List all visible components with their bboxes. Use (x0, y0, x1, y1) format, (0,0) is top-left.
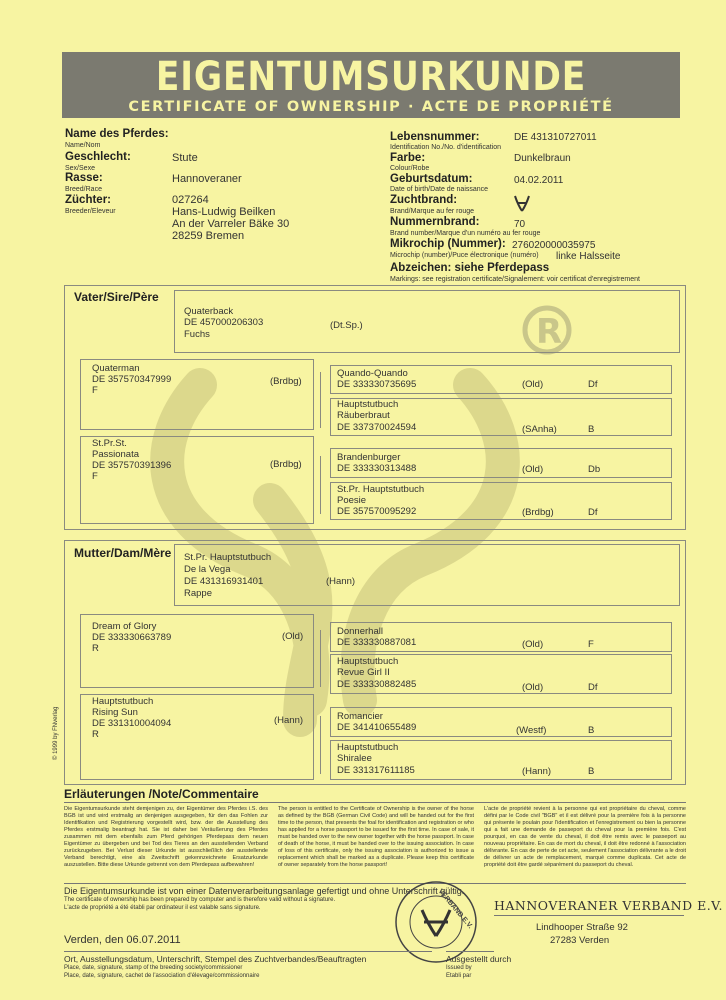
sex-label: Geschlecht: (65, 151, 131, 163)
divider (494, 915, 684, 916)
horse-name-sub: Name/Nom (65, 142, 101, 149)
issued-line (446, 951, 494, 952)
microchip-sub: Microchip (number)/Puce électronique (numéro) (390, 252, 539, 259)
ggs4-prefix: St.Pr. Hauptstutbuch (337, 484, 425, 495)
ggs2-breed: (SAnha) (522, 424, 557, 435)
ggs1-name: Quando-Quando (337, 368, 408, 379)
markings-sub: Markings: see registration certificate/Signalement: voir certificat d'enregistrement (390, 276, 640, 283)
brand-label: Zuchtbrand: (390, 194, 458, 206)
breeder-street: An der Varreler Bäke 30 (172, 218, 290, 230)
gs2-name: Passionata (92, 449, 140, 460)
brand-mark-icon (512, 193, 532, 213)
life-number-sub: Identification No./No. d'identification (390, 144, 502, 151)
ggs2-prefix: Hauptstutbuch (337, 399, 399, 410)
seal-text: VERBAND E.V. (436, 888, 474, 931)
sire-name: Quaterback (184, 306, 234, 317)
breeder-id: 027264 (172, 194, 209, 206)
markings-label: Abzeichen: siehe Pferdepass (390, 262, 550, 274)
ggd3-color: B (588, 725, 595, 736)
gd1-name: Dream of Glory (92, 621, 157, 632)
document-subtitle: CERTIFICATE OF OWNERSHIP · ACTE DE PROPRIÉTÉ (128, 99, 614, 115)
gs1-name: Quaterman (92, 363, 140, 374)
gd1-id: DE 333330663789 (92, 632, 172, 643)
association-city: 27283 Verden (550, 935, 610, 946)
gd2-prefix: Hauptstutbuch (92, 696, 154, 707)
ggs4-breed: (Brdbg) (522, 507, 554, 518)
sire-breed: (Dt.Sp.) (330, 320, 363, 331)
notes-german: Die Eigentumsurkunde steht demjenigen zu, der Eigentümer des Pferdes i.S. des BGB ist und wird erstmalig an denjenigen ausgegeben, für den das Fohlen zur Identifikation und Registrierung vorgestellt wird, bzw. der die Ausstellung des Pferdes erstmalig beantragt hat. Sie ist daher bei Veräußerung des Pferdes zusammen mit dem ebenfalls zum Pferd gehörigen Pferdepass dem neuen Eigentümer zu übergeben und bei Tod des Tieres an den ausstellenden Verband zurückzugeben. Bei Verlust dieser Urkunde ist ausschließlich der ausstellende Verband berechtigt, eine als Zweitschrift gekennzeichnete Ersatzurkunde auszustellen. Bitte diese Urkunde getrennt von dem Pferdepass aufbewahren! (64, 806, 268, 868)
breeder-city: 28259 Bremen (172, 230, 245, 242)
place-date: Verden, den 06.07.2011 (64, 934, 181, 946)
gs2-prefix: St.Pr.St. (92, 438, 127, 449)
dam-color: Rappe (184, 588, 212, 599)
signature-caption-de: Ort, Ausstellungsdatum, Unterschrift, Stempel des Zuchtverbandes/Beauftragten (64, 954, 367, 964)
signature-line (64, 951, 432, 952)
gs1-breed: (Brdbg) (270, 376, 302, 387)
gs2-color: F (92, 471, 98, 482)
ggd4-name: Shiralee (337, 753, 372, 764)
signature-caption-en: Place, date, signature, stamp of the breeding society/commissioner (64, 965, 243, 971)
ggd3-id: DE 341410655489 (337, 722, 417, 733)
ggd3-name: Romancier (337, 711, 383, 722)
breed-sub: Breed/Race (65, 186, 102, 193)
association-street: Lindhooper Straße 92 (536, 922, 628, 933)
ggd1-color: F (588, 639, 594, 650)
ggs2-name: Räuberbraut (337, 410, 390, 421)
notes-french: L'acte de propriété revient à la personne qui est propriétaire du cheval, comme défini par le Code civil "BGB" et il est délivré pour la première fois à la personne qui présente le poulain pour l'identification et l'enregistrement ou bien la personne qui a fait une demande de passeport du cheval pour la première fois. C'est pourquoi, en cas de vente du cheval, il doit être remis avec le passeport au nouveau propriétaire. En cas de mort du cheval, il doit être redonné à l'association délivrante. En cas de perte de cet acte, seulement l'association délivrante a le droit de délivrer un acte de remplacement, marqué comme duplicata. Cet acte de propriété doit être gardé séparément du passeport du cheval. (484, 806, 686, 868)
gd1-color: R (92, 643, 99, 654)
life-number-label: Lebensnummer: (390, 131, 480, 143)
brand-number-value: 70 (514, 219, 526, 230)
ggs2-id: DE 337370024594 (337, 422, 417, 433)
birth-value: 04.02.2011 (514, 175, 564, 186)
ggs4-id: DE 357570095292 (337, 506, 417, 517)
gs2-breed: (Brdbg) (270, 459, 302, 470)
dam-prefix: St.Pr. Hauptstutbuch (184, 552, 272, 563)
microchip-label: Mikrochip (Nummer): (390, 238, 506, 250)
birth-sub: Date of birth/Date de naissance (390, 186, 489, 193)
brand-number-label: Nummernbrand: (390, 216, 480, 228)
ggd2-name: Revue Girl II (337, 667, 390, 678)
ggd3-breed: (Westf) (516, 725, 547, 736)
ggs1-breed: (Old) (522, 379, 544, 390)
divider (64, 802, 686, 803)
ggs3-name: Brandenburger (337, 452, 401, 463)
notes-english: The person is entitled to the Certificate of Ownership is the owner of the horse as defined by the BGB (German Civil Code) and will be handed out for the first time to the person, that presents the foal for identification and registration or who has applied for a horse passport to be issued for the first time. In case of sale, it must be handed over to the new owner together with the horse passport. In case of death of the horse, it must be handed over to the issuing association. In case of loss of this certificate, only the issuing association is authorized to issue a replacement which shall be marked as a duplicate. Please keep this certificate of owner separately from the horse passport! (278, 806, 474, 868)
gd2-name: Rising Sun (92, 707, 138, 718)
ggd4-color: B (588, 766, 595, 777)
gd1-breed: (Old) (282, 631, 304, 642)
document-title: EIGENTUMSURKUNDE (155, 54, 587, 100)
sire-heading: Vater/Sire/Père (74, 290, 159, 304)
ggs2-color: B (588, 424, 595, 435)
birth-label: Geburtsdatum: (390, 173, 473, 185)
breed-label: Rasse: (65, 172, 103, 184)
sire-id: DE 457000206303 (184, 317, 264, 328)
issued-by-fr: Etabli par (446, 973, 472, 979)
title-banner (62, 52, 680, 118)
connector-line (320, 456, 321, 514)
ggs3-color: Db (588, 464, 601, 475)
ggd2-breed: (Old) (522, 682, 544, 693)
connector-line (320, 630, 321, 687)
gd2-breed: (Hann) (274, 715, 304, 726)
connector-line (320, 716, 321, 774)
signature-caption-fr: Place, date, signature, cachet de l'association d'élevage/commissionnaire (64, 973, 260, 979)
microchip-side: linke Halsseite (556, 251, 621, 262)
ggs4-name: Poesie (337, 495, 367, 506)
ggs3-breed: (Old) (522, 464, 544, 475)
issued-by-en: Issued by (446, 965, 472, 971)
association-name: HANNOVERANER VERBAND E.V. (494, 898, 723, 913)
dam-breed: (Hann) (326, 576, 356, 587)
ggd2-prefix: Hauptstutbuch (337, 656, 399, 667)
microchip-value: 276020000035975 (512, 240, 596, 251)
divider (64, 883, 686, 884)
sire-color: Fuchs (184, 329, 210, 340)
gs1-color: F (92, 385, 98, 396)
life-number-value: DE 431310727011 (514, 132, 597, 143)
computer-note-de: Die Eigentumsurkunde ist von einer Datenverarbeitungsanlage gefertigt und ohne Unterschrift gültig. (64, 886, 465, 896)
ggd1-name: Donnerhall (337, 626, 383, 637)
ggd2-color: Df (588, 682, 598, 693)
dam-name: De la Vega (184, 564, 231, 575)
ggs4-color: Df (588, 507, 598, 518)
color-sub: Colour/Robe (390, 165, 430, 172)
ggs1-color: Df (588, 379, 598, 390)
gs2-id: DE 357570391396 (92, 460, 172, 471)
ggd4-prefix: Hauptstutbuch (337, 742, 399, 753)
svg-text:R: R (536, 312, 563, 352)
gd2-id: DE 331310004094 (92, 718, 172, 729)
computer-note-en: The certificate of ownership has been prepared by computer and is therefore valid without a signature. (64, 897, 336, 903)
horse-name-label: Name des Pferdes: (65, 128, 169, 140)
color-value: Dunkelbraun (514, 153, 571, 164)
color-label: Farbe: (390, 152, 426, 164)
ggd4-id: DE 331317611185 (337, 765, 415, 776)
breeder-name: Hans-Ludwig Beilken (172, 206, 276, 218)
copyright-note: © 1999 by FNverlag (53, 706, 59, 760)
computer-note-fr: L'acte de propriété a été établi par ordinateur il est valable sans signature. (64, 905, 261, 911)
gs1-id: DE 357570347999 (92, 374, 172, 385)
sex-value: Stute (172, 152, 198, 164)
breeder-label: Züchter: (65, 194, 111, 206)
ggs1-id: DE 333330735695 (337, 379, 417, 390)
ggd1-id: DE 333330887081 (337, 637, 417, 648)
issued-by-de: Ausgestellt durch (446, 954, 512, 964)
notes-heading: Erläuterungen /Note/Commentaire (64, 787, 259, 801)
ggd1-breed: (Old) (522, 639, 544, 650)
breed-value: Hannoveraner (172, 173, 242, 185)
ggs3-id: DE 333330313488 (337, 463, 417, 474)
dam-id: DE 431316931401 (184, 576, 264, 587)
ggd4-breed: (Hann) (522, 766, 552, 777)
ggd2-id: DE 333330882485 (337, 679, 417, 690)
breeder-sub: Breeder/Eleveur (65, 208, 116, 215)
dam-heading: Mutter/Dam/Mère (74, 546, 172, 560)
brand-number-sub: Brand number/Marque d'un numéro au fer rouge (390, 230, 541, 237)
brand-sub: Brand/Marque au fer rouge (390, 208, 475, 215)
sex-sub: Sex/Sexe (65, 165, 95, 172)
connector-line (320, 372, 321, 428)
gd2-color: R (92, 729, 99, 740)
